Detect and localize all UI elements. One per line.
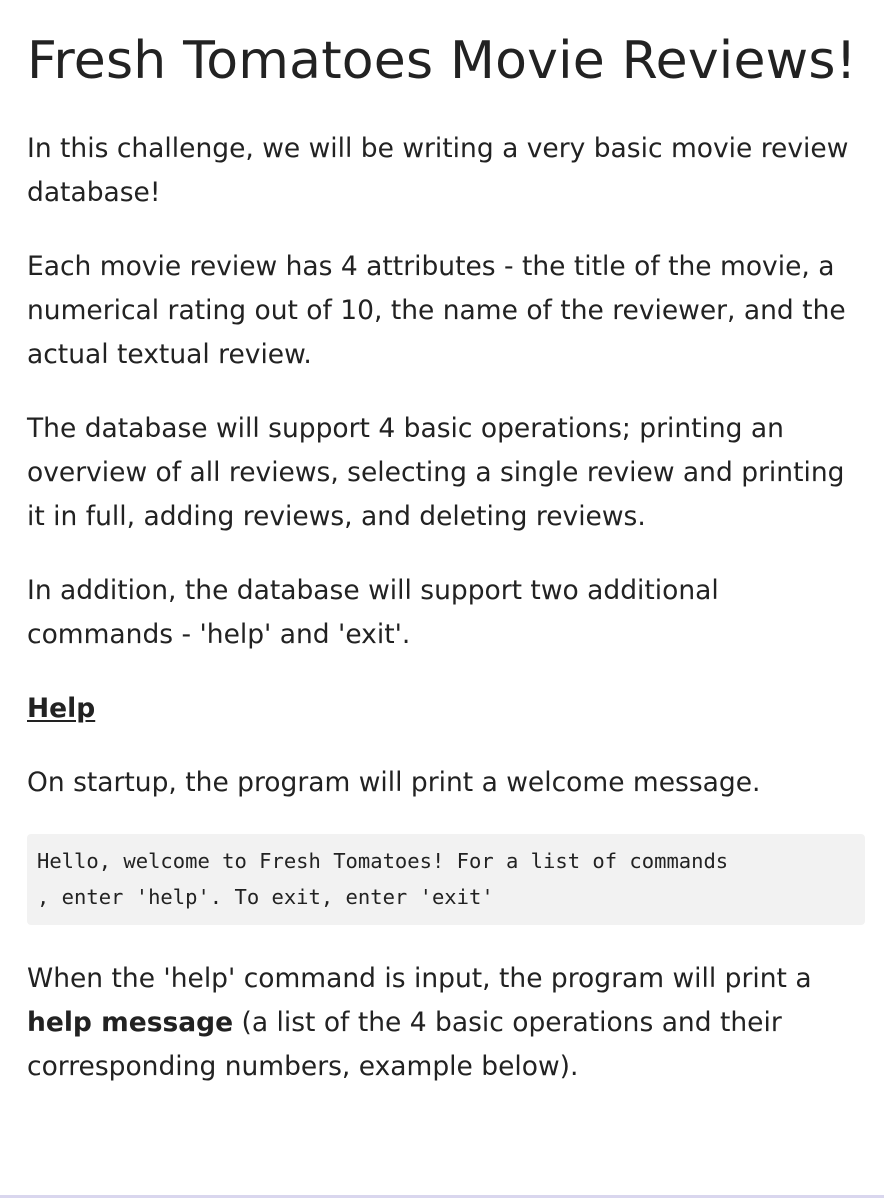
page-title: Fresh Tomatoes Movie Reviews! [27,31,857,91]
help-heading-text: Help [27,693,96,724]
help-text-before: When the 'help' command is input, the program will print a [27,963,812,994]
code-line: Hello, welcome to Fresh Tomatoes! For a list of commands [37,849,729,873]
help-message-paragraph [27,957,865,1089]
attributes-paragraph: Each movie review has 4 attributes - the title of the movie, a numerical rating out of 10, the name of the reviewer, and the actual textual review. [27,251,846,370]
operations-paragraph: The database will support 4 basic operations; printing an overview of all reviews, selecting a single review and printing it in full, adding reviews, and deleting reviews. [27,413,845,532]
code-line: , enter 'help'. To exit, enter 'exit' [37,885,494,909]
intro-paragraph: In this challenge, we will be writing a very basic movie review database! [27,133,849,208]
help-text-after: (a list of the 4 basic operations and their corresponding numbers, example below). [27,1007,782,1082]
commands-paragraph: In addition, the database will support two additional commands - 'help' and 'exit'. [27,575,719,650]
help-section-heading [27,687,865,731]
help-message-bold: help message [27,1007,234,1038]
article-content [27,0,865,1089]
startup-paragraph: On startup, the program will print a welcome message. [27,767,761,798]
welcome-code-block [27,834,865,925]
